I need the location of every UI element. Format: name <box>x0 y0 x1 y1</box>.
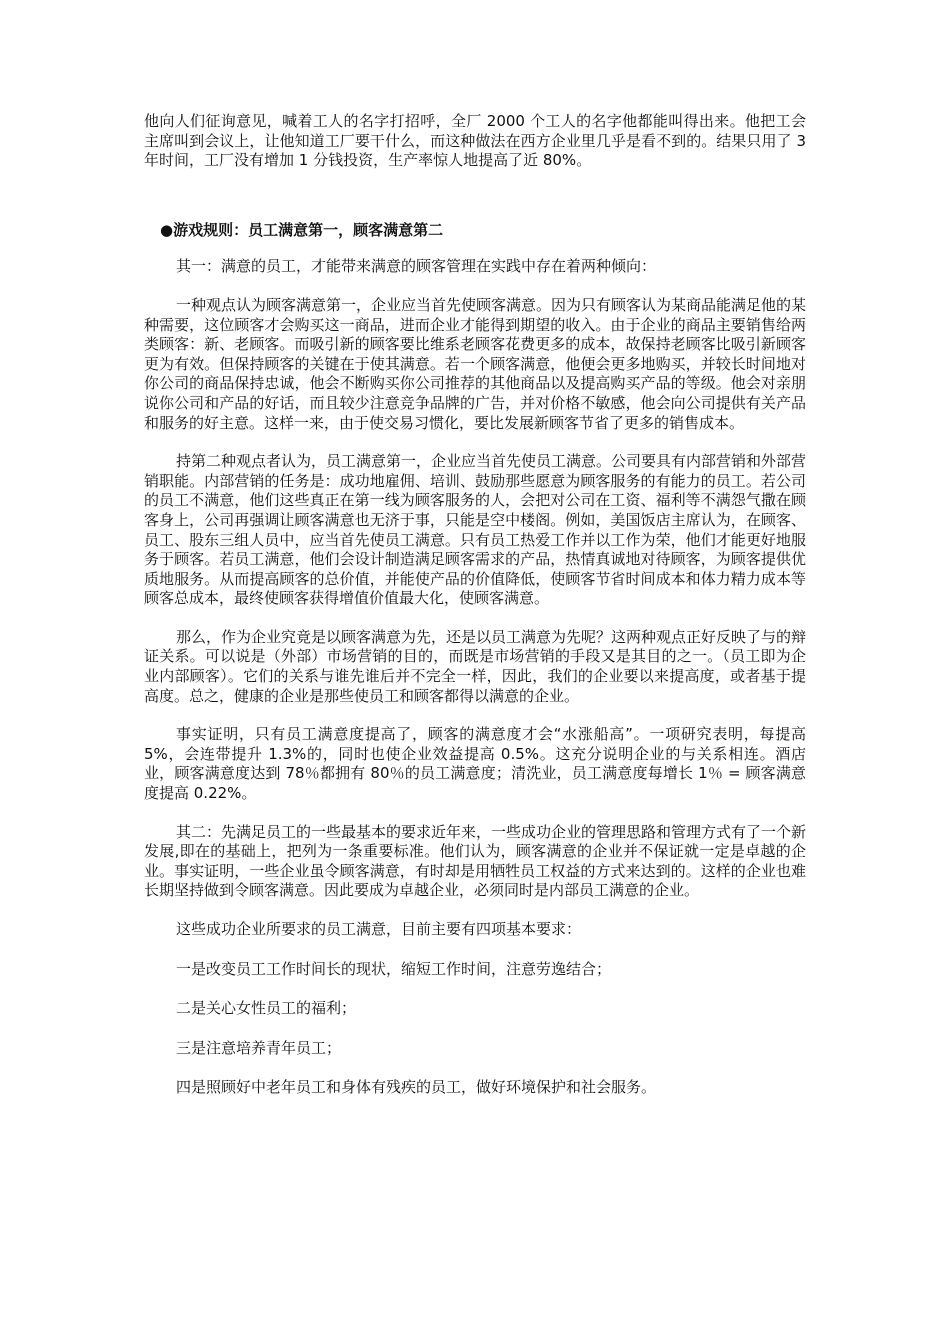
requirement-item-4: 四是照顾好中老年员工和身体有残疾的员工，做好环境保护和社会服务。 <box>176 1078 657 1097</box>
requirement-item-2: 二是关心女性员工的福利； <box>176 999 357 1018</box>
requirement-item-1: 一是改变员工工作时间长的现状，缩短工作时间，注意劳逸结合； <box>176 959 612 978</box>
document-page <box>144 112 806 1098</box>
section-heading: ●游戏规则：员工满意第一，顾客满意第二 <box>160 220 444 239</box>
paragraph-2: 一种观点认为顾客满意第一，企业应当首先使顾客满意。因为只有顾客认为某商品能满足他的某种需要，这位顾客才会购买这一商品，进而企业才能得到期望的收入。由于企业的商品主要销售给两类顾客：新、老顾客。而吸引新的顾客要比维系老顾客花费更多的成本，故保持老顾客比吸引新顾客更为有效。但保持顾客的关键在于使其满意。若一个顾客满意，他便会更多地购买，并较长时间地对你公司的商品保持忠诚，他会不断购买你公司推荐的其他商品以及提高购买产品的等级。他会对亲朋说你公司和产品的好话，而且较少注意竞争品牌的广告，并对价格不敏感，他会向公司提供有关产品和服务的好主意。这样一来，由于使交易习惯化，要比发展新顾客节省了更多的销售成本。 <box>144 295 807 432</box>
paragraph-5: 事实证明，只有员工满意度提高了，顾客的满意度才会“水涨船高”。一项研究表明，每提高 5%，会连带提升 1.3%的，同时也使企业效益提高 0.5%。这充分说明企业的与关系相连。酒店业，顾客满意度达到 78％都拥有 80％的员工满意度；清洗业，员工满意度每增长 1％ = 顾客满意度提高 0.22%。 <box>144 725 806 803</box>
intro-paragraph: 他向人们征询意见，喊着工人的名字打招呼，全厂 2000 个工人的名字他都能叫得出来。他把工会主席叫到会议上，让他知道工厂要干什么，而这种做法在西方企业里几乎是看不到的。结果只用了 3 年时间，工厂没有增加 1 分钱投资，生产率惊人地提高了近 80%。 <box>144 112 806 170</box>
paragraph-1: 其一：满意的员工，才能带来满意的顾客管理在实践中存在着两种倾向： <box>176 257 657 276</box>
requirement-item-3: 三是注意培养青年员工； <box>176 1038 342 1057</box>
paragraph-7: 这些成功企业所要求的员工满意，目前主要有四项基本要求： <box>176 920 582 938</box>
paragraph-3: 持第二种观点者认为，员工满意第一，企业应当首先使员工满意。公司要具有内部营销和外部营销职能。内部营销的任务是：成功地雇佣、培训、鼓励那些愿意为顾客服务的有能力的员工。若公司的员工不满意，他们这些真正在第一线为顾客服务的人，会把对公司在工资、福利等不满怨气撒在顾客身上，公司再强调让顾客满意也无济于事，只能是空中楼阁。例如，美国饭店主席认为，在顾客、员工、股东三组人员中，应当首先使员工满意。只有员工热爱工作并以工作为荣，他们才能更好地服务于顾客。若员工满意，他们会设计制造满足顾客需求的产品，热情真诚地对待顾客，为顾客提供优质地服务。从而提高顾客的总价值，并能使产品的价值降低，使顾客节省时间成本和体力精力成本等顾客总成本，最终使顾客获得增值价值最大化，使顾客满意。 <box>144 452 807 608</box>
paragraph-6: 其二：先满足员工的一些最基本的要求近年来，一些成功企业的管理思路和管理方式有了一个新发展,即在的基础上，把列为一条重要标准。他们认为，顾客满意的企业并不保证就一定是卓越的企业。事实证明，一些企业虽令顾客满意，有时却是用牺牲员工权益的方式来达到的。这样的企业也难长期坚持做到令顾客满意。因此要成为卓越企业，必须同时是内部员工满意的企业。 <box>144 822 807 900</box>
paragraph-4: 那么，作为企业究竟是以顾客满意为先，还是以员工满意为先呢？这两种观点正好反映了与的辩证关系。可以说是（外部）市场营销的目的，而既是市场营销的手段又是其目的之一。（员工即为企业内部顾客）。它们的关系与谁先谁后并不完全一样，因此，我们的企业要以来提高度，或者基于提高度。总之，健康的企业是那些使员工和顾客都得以满意的企业。 <box>144 627 807 705</box>
